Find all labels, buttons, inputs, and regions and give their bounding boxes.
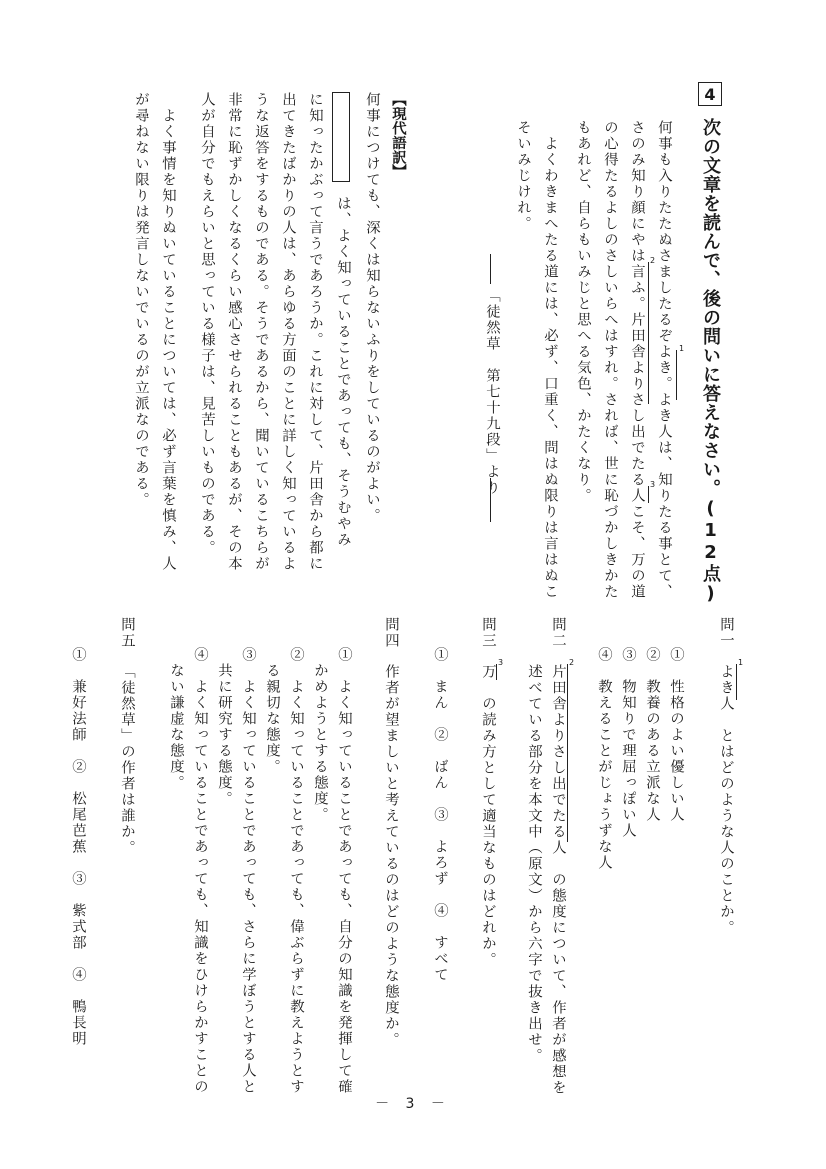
translation-line-5: うな返答をするものである。そうであるから、聞いているこちらが (253, 92, 269, 572)
q1-option-3: ③ 物知りで理屈っぽい人 (620, 647, 636, 839)
q3-underline (496, 664, 497, 680)
q4-option-1b: かめようとする態度。 (312, 663, 328, 823)
translation-line-6: 非常に恥ずかしくなるくらい感心させられることもあるが、その本 (226, 92, 242, 572)
q4-option-4b: ない謙虚な態度。 (168, 663, 184, 791)
q4-option-1a: ① よく知っていることであっても、自分の知識を発揮して確 (336, 647, 352, 1095)
q3-options: ① まん ② ばん ③ よろず ④ すべて (432, 647, 448, 983)
answer-blank-box (332, 92, 350, 182)
q1-option-1: ① 性格のよい優しい人 (668, 647, 684, 823)
translation-line-9: が尋ねない限りは発言しないでいるのが立派なのである。 (133, 92, 149, 508)
underline-1 (676, 350, 677, 400)
q2-line-2: 述べている部分を本文中（原文）から六字で抜き出せ。 (526, 664, 542, 1064)
page-number: － 3 － (375, 1096, 451, 1112)
q4-option-2b: る親切な態度。 (264, 663, 280, 775)
source-dash-bottom (490, 478, 491, 522)
translation-line-8: よく事情を知りぬいていることについては、必ず言葉を慎み、人 (160, 108, 176, 572)
q4-text: 作者が望ましいと考えているのはどのような態度か。 (383, 664, 399, 1048)
translation-heading: 【現代語訳】 (390, 92, 406, 179)
q4-option-4a: ④ よく知っていることであっても、知識をひけらかすことの (192, 647, 208, 1095)
underline-2 (648, 262, 649, 404)
original-line-2: さのみ知り顔にやは言ふ。片田舎よりさし出でたる人こそ、万の道 (629, 120, 645, 600)
q5-label: 問五 (119, 617, 135, 649)
instruction: 次の文章を読んで、後の問いに答えなさい。(12点) (700, 118, 721, 605)
q1-mark: 1 (738, 658, 744, 667)
question-number: 4 (704, 84, 716, 104)
q1-option-4: ④ 教えることがじょうずな人 (596, 647, 612, 871)
q1-underline (736, 664, 737, 700)
mark-1: 1 (679, 344, 685, 353)
q3-text: 万 の読み方として適当なものはどれか。 (480, 664, 496, 968)
q4-option-2a: ② よく知っていることであっても、偉ぶらずに教えようとす (288, 647, 304, 1095)
mark-3: 3 (650, 480, 656, 489)
question-number-box (698, 82, 722, 106)
original-line-6: そいみじけれ。 (515, 120, 531, 232)
translation-line-4: 出てきたばかりの人は、あらゆる方面のことに詳しく知っているよ (280, 92, 296, 572)
original-line-4: もあれど、自らもいみじと思へる気色、かたくなり。 (575, 120, 591, 504)
source-dash-top (490, 254, 491, 284)
q5-text: 「徒然草」の作者は誰か。 (119, 664, 135, 856)
q2-underline (567, 664, 568, 842)
q1-label: 問一 (718, 617, 734, 649)
q2-line-1: 片田舎よりさし出でたる人 の態度について、作者が感想を (550, 664, 566, 1096)
q2-label: 問二 (550, 617, 566, 649)
q3-label: 問三 (480, 617, 496, 649)
translation-line-2: は、よく知っていることであっても、そうむやみ (335, 196, 351, 548)
original-line-5: よくわきまへたる道には、必ず、口重く、問はぬ限りは言はぬこ (542, 136, 558, 600)
q4-label: 問四 (383, 617, 399, 649)
translation-line-1: 何事につけても、深くは知らないふりをしているのがよい。 (364, 92, 380, 524)
q4-option-3a: ③ よく知っていることであっても、さらに学ぼうとする人と (240, 647, 256, 1095)
original-line-3: の心得たるよしのさしいらへはすれ。されば、世に恥づかしきかた (602, 120, 618, 600)
mark-2: 2 (650, 256, 656, 265)
q2-mark: 2 (569, 658, 575, 667)
source-citation: 「徒然草 第七十九段」より (484, 288, 500, 496)
original-line-1: 何事も入りたたぬさましたるぞよき。よき人は、知りたる事とて、 (656, 120, 672, 600)
q4-option-3b: 共に研究する態度。 (216, 663, 232, 807)
q1-text: よき人 とはどのような人のことか。 (718, 664, 734, 936)
q1-option-2: ② 教養のある立派な人 (644, 647, 660, 823)
underline-3 (648, 486, 649, 503)
q5-options: ① 兼好法師 ② 松尾芭蕉 ③ 紫式部 ④ 鴨長明 (70, 647, 86, 1047)
translation-line-3: に知ったかぶって言うであろうか。これに対して、片田舎から都に (307, 92, 323, 572)
translation-line-7: 人が自分でもえらいと思っている様子は、見苦しいものである。 (199, 92, 215, 556)
q3-mark: 3 (498, 658, 504, 667)
